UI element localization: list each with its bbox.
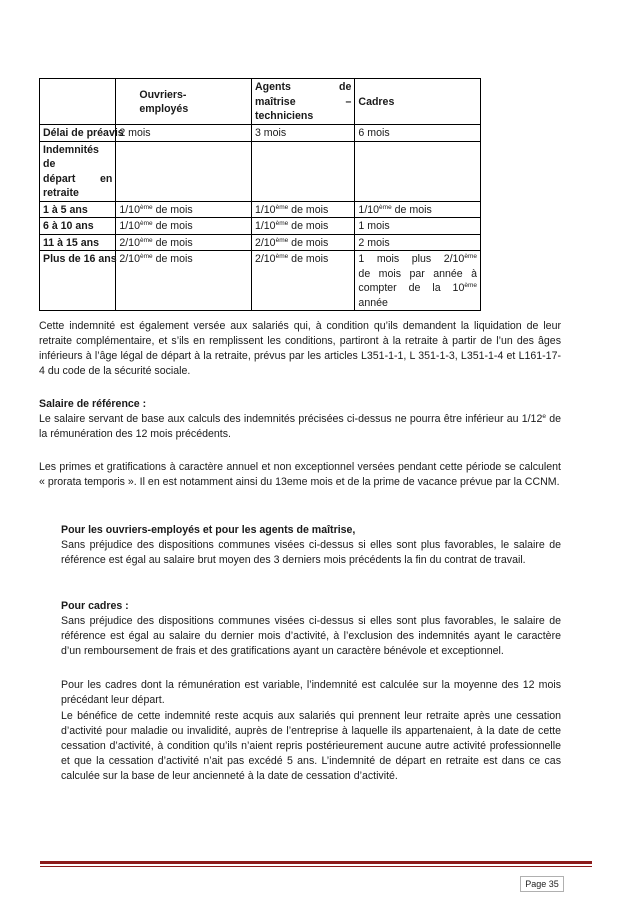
row-label: 1 à 5 ans: [40, 201, 116, 218]
row-label: 11 à 15 ans: [40, 234, 116, 251]
cell-value: [251, 251, 354, 311]
cadres-line2: de mois par année à: [358, 267, 477, 280]
indemnites-table: [39, 78, 481, 311]
row-label: Délai de préavis: [40, 125, 116, 142]
cadres-line1: [358, 252, 477, 267]
row-label: 6 à 10 ans: [40, 218, 116, 235]
salaire-heading: Salaire de référence :: [39, 398, 147, 410]
salaire-paragraph: [39, 412, 561, 442]
fraction-sup: ème: [275, 220, 289, 227]
cadres-paragraph-2: Pour les cadres dont la rémunération est variable, l’indemnité est calculée sur la moyenne des 12 mois précédant leur départ.: [61, 679, 561, 706]
fraction: 1/10: [254, 220, 276, 232]
cell-value: [116, 234, 252, 251]
fraction-unit: de mois: [391, 203, 432, 216]
cell-value: [251, 218, 354, 235]
fraction-unit: de mois: [288, 203, 329, 216]
footer-rule: [40, 861, 592, 864]
fraction-sup: ème: [379, 203, 392, 211]
empty-cell: [355, 141, 481, 201]
cell-value-cadres-plus16: [355, 251, 481, 311]
cell-value: [251, 201, 354, 218]
fraction-sup: ème: [139, 253, 153, 260]
fraction-sup: ème: [275, 203, 289, 211]
table-row: [40, 141, 481, 201]
cadres-line4: année: [358, 296, 388, 309]
fraction-sup: ème: [275, 253, 289, 260]
ouvriers-paragraph: Sans préjudice des dispositions communes visées ci-dessus si elles sont plus favorables, le salaire de référence est égal au salaire brut moyen des 3 derniers mois précédents la fin du contrat de travail.: [61, 539, 561, 566]
header-ouvriers-label: Ouvriers-employés: [139, 88, 189, 115]
fraction: 1/10: [119, 203, 140, 216]
fraction: 1/10: [254, 203, 276, 216]
fraction: 2/10: [254, 236, 276, 249]
indemnites-line1: Indemnités de: [43, 143, 99, 170]
header-empty-cell: [40, 79, 116, 125]
footer-rule-thin: [40, 866, 592, 867]
cadres-line3-text: compter de la 10: [358, 282, 465, 294]
table-row: [40, 251, 481, 311]
fraction-unit: de mois: [288, 220, 329, 232]
header-ouvriers: [116, 79, 252, 125]
salaire-text-a: Le salaire servant de base aux calculs des indemnités précisées ci-dessus ne pourra être inférieur au 1/12: [39, 413, 543, 425]
empty-cell: [251, 141, 354, 201]
cell-value: 2 mois: [116, 125, 252, 142]
fraction-sup: ème: [464, 282, 477, 289]
row-label: Plus de 16 ans: [40, 251, 116, 311]
indemnites-line2: départ en: [43, 172, 113, 185]
cell-value: [116, 201, 252, 218]
indemnites-line3: retraite: [43, 187, 79, 199]
cell-value: [251, 234, 354, 251]
salaire-text-b: de la rémunération des 12 mois précédents.: [39, 413, 561, 440]
header-agents-line1: Agents de: [254, 81, 352, 94]
cadres-line3: [358, 281, 477, 296]
header-cadres: Cadres: [355, 79, 481, 125]
cell-value: 1 mois: [355, 218, 481, 235]
fraction: 2/10: [119, 253, 140, 265]
cell-value: [355, 201, 481, 218]
fraction-unit: de mois: [152, 203, 193, 216]
cell-value: 3 mois: [251, 125, 354, 142]
fraction-sup: ème: [139, 220, 153, 227]
table-row: [40, 234, 481, 251]
table-row: [40, 125, 481, 142]
row-label-indemnites: [40, 141, 116, 201]
empty-cell: [116, 141, 252, 201]
salaire-text-sup: e: [542, 413, 546, 420]
fraction: 2/10: [254, 253, 276, 265]
table-row: [40, 218, 481, 235]
fraction: 1/10: [358, 203, 380, 216]
fraction: 2/10: [119, 236, 140, 249]
fraction-unit: de mois: [152, 220, 193, 232]
fraction-unit: de mois: [288, 253, 329, 265]
fraction-sup: ème: [139, 203, 153, 211]
fraction-unit: de mois: [152, 236, 193, 249]
cadres-paragraph-1: Sans préjudice des dispositions communes visées ci-dessus si elles sont plus favorables, le salaire de référence est égal au salaire du dernier mois d’activité, à l’exclusion des indemnités ayant le caractère d’un remboursement de frais et des gratifications ayant un caractère bénévole et exceptionnel.: [61, 615, 561, 657]
header-agents-line2: maîtrise –: [254, 95, 352, 108]
fraction: 1/10: [119, 220, 140, 232]
fraction-sup: ème: [139, 236, 153, 244]
intro-paragraph: Cette indemnité est également versée aux salariés qui, à condition qu’ils demandent la liquidation de leur retraite complémentaire, et s’ils en remplissent les conditions, partiront à la retraite à partir de l’un des âges inférieurs à l’âge légal de départ à la retraite, prévus par les articles L351-1-1, L 351-1-3, L351-1-4 et L161-17-4 du code de la sécurité sociale.: [39, 320, 561, 377]
header-agents-line3: techniciens: [254, 110, 314, 123]
cadres-heading: Pour cadres :: [61, 600, 129, 612]
primes-paragraph: Les primes et gratifications à caractère annuel et non exceptionnel versées pendant cette période se calculent « prorata temporis ». Il en est notamment ainsi du 13eme mois et de la prime de vacance prévue par la CCNM.: [39, 461, 561, 488]
fraction-unit: de mois: [288, 236, 329, 249]
header-agents: [251, 79, 354, 125]
cell-value: 2 mois: [355, 234, 481, 251]
cadres-paragraph-3: Le bénéfice de cette indemnité reste acquis aux salariés qui prennent leur retraite après une cessation d’activité pour maladie ou invalidité, auprès de l’entreprise à laquelle ils appartenaient, à la date de cette cessation d’activité, à condition qu’ils n’aient repris postérieurement aucune autre activité professionnelle et que la cessation d’activité n’ait pas excédé 5 ans. L’indemnité de départ en retraite est dans ce cas calculée sur la base de leur ancienneté à la date de cessation d’activité.: [61, 710, 561, 782]
fraction-sup: ème: [275, 236, 289, 244]
cell-value: [116, 251, 252, 311]
fraction-unit: de mois: [152, 253, 193, 265]
ouvriers-heading: Pour les ouvriers-employés et pour les agents de maîtrise,: [61, 524, 356, 536]
cell-value: [116, 218, 252, 235]
table-header-row: [40, 79, 481, 125]
table-row: [40, 201, 481, 218]
cadres-line1-text: 1 mois plus 2/10: [358, 253, 465, 265]
cell-value: 6 mois: [355, 125, 481, 142]
page-number: Page 35: [520, 876, 564, 892]
fraction-sup: ème: [464, 253, 477, 260]
